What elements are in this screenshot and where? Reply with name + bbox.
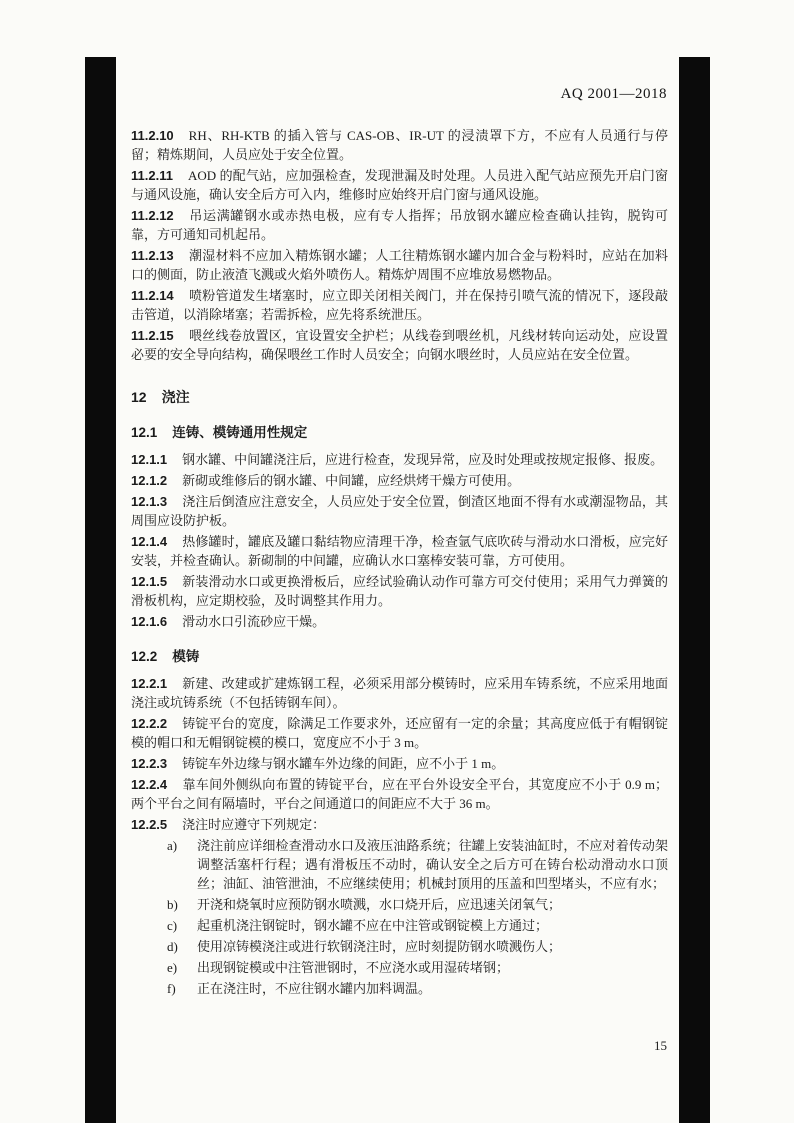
clause-text: 钢水罐、中间罐浇注后，应进行检查，发现异常，应及时处理或按规定报修、报废。	[182, 452, 664, 467]
list-item-a	[131, 836, 668, 893]
section-heading-12	[131, 388, 668, 407]
list-item-text: 正在浇注时，不应往钢水罐内加料调温。	[197, 981, 432, 996]
list-item-label: a)	[167, 838, 178, 853]
clause-text: 热修罐时，罐底及罐口黏结物应清理干净，检查氩气底吹砖与滑动水口滑板，应完好安装，并检查确认。新砌制的中间罐，应确认水口塞棒安装可靠，方可使用。	[131, 534, 668, 568]
clause-number: 12.2.5	[131, 817, 168, 832]
clause-text: 吊运满罐钢水或赤热电极，应有专人指挥；吊放钢水罐应检查确认挂钩，脱钩可靠，方可通知司机起吊。	[131, 208, 668, 242]
clause-text: 潮湿材料不应加入精炼钢水罐；人工往精炼钢水罐内加合金与粉料时，应站在加料口的侧面，防止液渣飞溅或火焰外喷伤人。精炼炉周围不应堆放易燃物品。	[131, 248, 668, 282]
clause-text: AOD 的配气站，应加强检查，发现泄漏及时处理。人员进入配气站应预先开启门窗与通风设施，确认安全后方可入内，维修时应始终开启门窗与通风设施。	[131, 168, 668, 202]
clause-11.2.15	[131, 326, 668, 364]
list-item-label: e)	[167, 960, 178, 975]
list-item-b	[131, 895, 668, 914]
clause-text: 铸锭车外边缘与钢水罐车外边缘的间距，应不小于 1 m。	[182, 756, 505, 771]
clause-text: 铸锭平台的宽度，除满足工作要求外，还应留有一定的余量；其高度应低于有帽钢锭模的帽口和无帽钢锭模的模口，宽度应不小于 3 m。	[131, 716, 668, 750]
clause-11.2.11	[131, 166, 668, 204]
list-item-label: f)	[167, 981, 176, 996]
clause-11.2.10	[131, 126, 668, 164]
clause-11.2.12	[131, 206, 668, 244]
clause-text: 喷粉管道发生堵塞时，应立即关闭相关阀门，并在保持引喷气流的情况下，逐段敲击管道，以消除堵塞；若需拆检，应先将系统泄压。	[131, 288, 668, 322]
clause-12.2.1	[131, 674, 668, 712]
clause-number: 12.2.1	[131, 676, 168, 691]
clause-text: 喂丝线卷放置区，宜设置安全护栏；从线卷到喂丝机，凡线材转向运动处，应设置必要的安全导向结构，确保喂丝工作时人员安全；向钢水喂丝时，人员应站在安全位置。	[131, 328, 668, 362]
clause-11.2.14	[131, 286, 668, 324]
clause-text: 新建、改建或扩建炼钢工程，必须采用部分模铸时，应采用车铸系统，不应采用地面浇注或坑铸系统（不包括铸钢车间）。	[131, 676, 668, 710]
list-item-label: b)	[167, 897, 178, 912]
page-number: 15	[654, 1038, 667, 1053]
clause-12.1.3	[131, 492, 668, 530]
document-body	[131, 126, 668, 1000]
list-item-label: c)	[167, 918, 178, 933]
list-item-text: 开浇和烧氧时应预防钢水喷溅，水口烧开后，应迅速关闭氧气；	[197, 897, 562, 912]
clause-number: 12.1.4	[131, 534, 168, 549]
clause-text: 靠车间外侧纵向布置的铸锭平台，应在平台外设安全平台，其宽度应不小于 0.9 m；两个平台之间有隔墙时，平台之间通道口的间距应不大于 36 m。	[131, 777, 668, 811]
clause-number: 12.1.6	[131, 614, 168, 629]
clause-12.1.1	[131, 450, 668, 469]
clause-number: 12.2.4	[131, 777, 168, 792]
clause-number: 11.2.15	[131, 328, 174, 343]
clause-number: 12.2.3	[131, 756, 168, 771]
clause-text: 浇注后倒渣应注意安全，人员应处于安全位置，倒渣区地面不得有水或潮湿物品，其周围应设防护板。	[131, 494, 668, 528]
clause-12.1.5	[131, 572, 668, 610]
document-header-standard-code: AQ 2001—2018	[560, 86, 667, 102]
list-item-f	[131, 979, 668, 998]
list-item-label: d)	[167, 939, 178, 954]
section-heading-12.2	[131, 647, 668, 666]
section-number: 12.1	[131, 425, 158, 440]
clause-12.2.3	[131, 754, 668, 773]
clause-number: 12.2.2	[131, 716, 168, 731]
clause-11.2.13	[131, 246, 668, 284]
section-title: 连铸、模铸通用性规定	[172, 425, 308, 440]
clause-12.2.5	[131, 815, 668, 834]
clause-text: 滑动水口引流砂应干燥。	[182, 614, 326, 629]
section-title: 模铸	[172, 649, 200, 664]
scan-edge-left-bar	[85, 57, 116, 1123]
clause-12.1.6	[131, 612, 668, 631]
clause-number: 12.1.3	[131, 494, 168, 509]
list-item-d	[131, 937, 668, 956]
section-number: 12	[131, 389, 147, 405]
scan-edge-right-bar	[679, 57, 710, 1123]
clause-number: 12.1.5	[131, 574, 168, 589]
list-item-text: 浇注前应详细检查滑动水口及液压油路系统；往罐上安装油缸时，不应对着传动架调整活塞杆行程；遇有滑板压不动时，确认安全之后方可在铸台松动滑动水口顶丝；油缸、油管泄油，不应继续使用；机械封顶用的压盖和凹型堵头，不应有水；	[197, 838, 668, 891]
clause-number: 11.2.10	[131, 128, 174, 143]
list-item-text: 使用凉铸模浇注或进行软钢浇注时，应时刻提防钢水喷溅伤人；	[197, 939, 562, 954]
clause-12.2.2	[131, 714, 668, 752]
clause-number: 11.2.14	[131, 288, 174, 303]
list-item-text: 起重机浇注钢锭时，钢水罐不应在中注管或钢锭模上方通过；	[197, 918, 549, 933]
clause-text: 新装滑动水口或更换滑板后，应经试验确认动作可靠方可交付使用；采用气力弹簧的滑板机构，应定期校验，及时调整其作用力。	[131, 574, 668, 608]
clause-text: RH、RH-KTB 的插入管与 CAS-OB、IR-UT 的浸渍罩下方，不应有人员通行与停留；精炼期间，人员应处于安全位置。	[131, 128, 668, 162]
clause-text: 浇注时应遵守下列规定：	[182, 817, 326, 832]
clause-number: 12.1.2	[131, 473, 168, 488]
section-heading-12.1	[131, 423, 668, 442]
clause-12.1.2	[131, 471, 668, 490]
clause-12.1.4	[131, 532, 668, 570]
list-item-c	[131, 916, 668, 935]
clause-text: 新砌或维修后的钢水罐、中间罐，应经烘烤干燥方可使用。	[182, 473, 521, 488]
clause-number: 11.2.12	[131, 208, 174, 223]
section-title: 浇注	[161, 389, 190, 405]
clause-number: 12.1.1	[131, 452, 168, 467]
clause-number: 11.2.11	[131, 168, 173, 183]
section-number: 12.2	[131, 649, 158, 664]
list-item-e	[131, 958, 668, 977]
list-item-text: 出现钢锭模或中注管泄钢时，不应浇水或用湿砖堵钢；	[197, 960, 510, 975]
clause-number: 11.2.13	[131, 248, 174, 263]
clause-12.2.4	[131, 775, 668, 813]
